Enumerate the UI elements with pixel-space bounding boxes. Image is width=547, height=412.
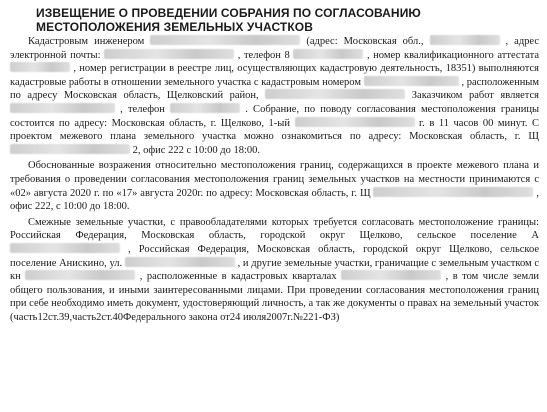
text-segment: , расположенным по адресу Московская область, Щелковский район, (10, 76, 540, 102)
text-segment: , в том числе земли общего пользования, и иными заинтересованными лицами. При проведении согласования местоположения границ при себе необходимо иметь документ, удостоверяющий личность, а так же документы о правах на земельный участок (часть12ст.39,часть2ст.40Федерального закона от24 июля2007г.№221-ФЗ) (10, 271, 540, 323)
redacted-location (265, 89, 405, 99)
notice-body (10, 35, 539, 324)
redacted-objection-address (373, 187, 533, 197)
paragraph-surveyor (10, 35, 539, 157)
text-segment: (адрес: Московская обл., (306, 36, 430, 47)
text-segment: , номер квалификационного аттестата (366, 49, 540, 61)
text-segment: , офис 222, с 10:00 до 18:00. (10, 187, 540, 213)
title-line-2: МЕСТОПОЛОЖЕНИЯ ЗЕМЕЛЬНЫХ УЧАСТКОВ (36, 20, 313, 34)
redacted-certificate (10, 62, 70, 72)
text-segment: 2, офис 222 с 10:00 до 18:00. (132, 144, 261, 156)
text-segment: г. в 11 часов 00 минут. С проектом межевого плана земельного участка можно ознакомиться по адресу: Московская область, г. Щ (10, 117, 540, 143)
redacted-address (430, 35, 500, 45)
text-segment: , расположенные в кадастровых кварталах (139, 271, 337, 283)
redacted-customer (10, 103, 115, 113)
redacted-quarters (341, 270, 441, 280)
redacted-customer-phone (170, 103, 240, 113)
redacted-settlement (10, 243, 120, 253)
text-segment: Заказчиком работ является (411, 90, 540, 102)
notice-title (36, 6, 539, 34)
text-segment: , телефон (120, 103, 165, 115)
redacted-plan-address (10, 144, 130, 154)
redacted-cadastral-number (364, 76, 459, 86)
text-segment: Смежные земельные участки, с правообладателями которых требуется согласовать местоположение границы: Российская Федерация, Московская область, городской округ Щелково, сельское поселение А (10, 216, 539, 242)
paragraph-objections (10, 159, 539, 213)
text-segment: , адрес электронной почты: (10, 36, 540, 61)
paragraph-adjacent-plots (10, 216, 539, 325)
redacted-phone (293, 49, 363, 59)
text-segment: , Российская Федерация, Московская область, городской округ Щелково, сельское поселение Анискино, ул. (10, 243, 539, 269)
text-segment: , телефон 8 (237, 49, 290, 61)
redacted-street (125, 257, 235, 267)
text-segment: Обоснованные возражения относительно местоположения границ, содержащихся в проекте межевого плана и требования о проведении согласования местоположения границ земельных участков на местности принимаются с «02» августа 2020 г. по «17» августа 2020г. по адресу: Московская область, г. Щ (10, 160, 539, 199)
text-segment: , и другие земельные участки, граничащие с земельным участком с кн (10, 257, 540, 283)
redacted-name (150, 35, 300, 45)
redacted-plot-number (25, 270, 135, 280)
redacted-email (104, 49, 234, 59)
text-segment: . Собрание, по поводу согласования местоположения границы состоится по адресу: Московская область, г. Щелково, 1-ый (10, 103, 539, 129)
title-line-1: ИЗВЕЩЕНИЕ О ПРОВЕДЕНИИ СОБРАНИЯ ПО СОГЛАСОВАНИЮ (36, 6, 421, 20)
text-segment: Кадастровым инженером (28, 36, 145, 47)
redacted-meeting-address (295, 117, 415, 127)
text-segment: , номер регистрации в реестре лиц, осуществляющих кадастровую деятельность, 18351) выполняются кадастровые работы в отношении земельного участка с кадастровым номером (10, 63, 539, 88)
